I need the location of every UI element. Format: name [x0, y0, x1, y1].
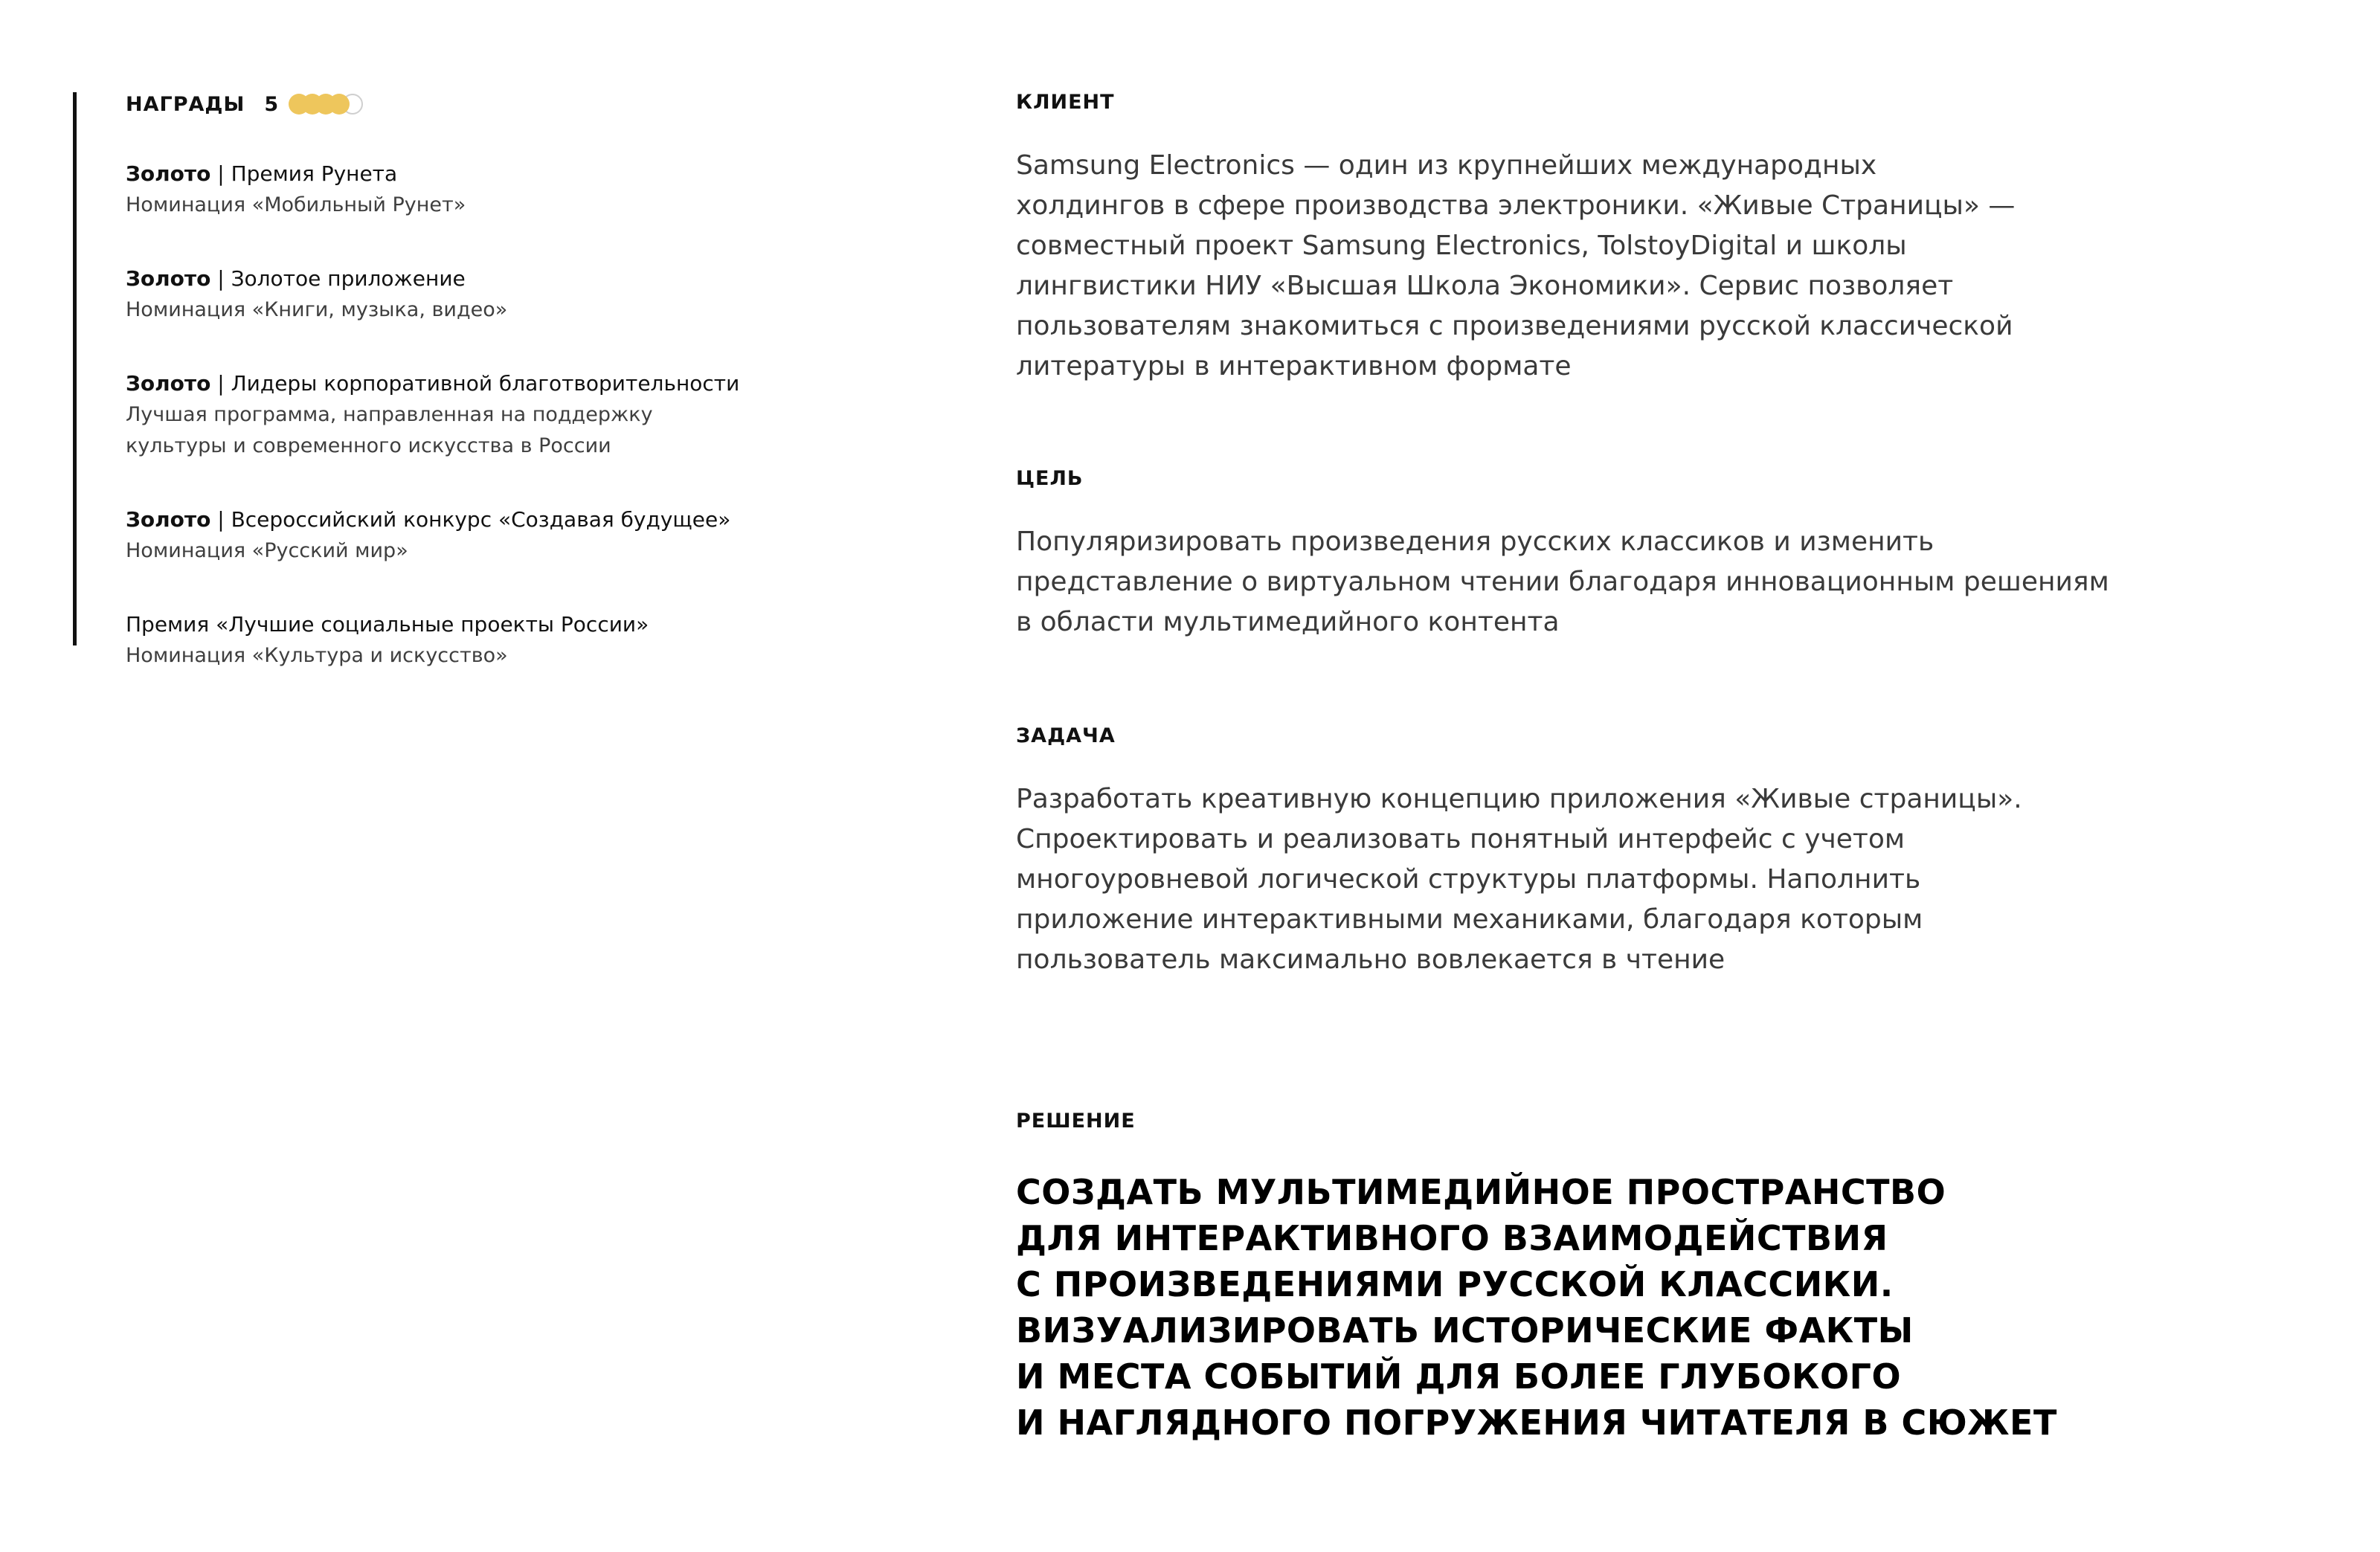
client-text-line: лингвистики НИУ «Высшая Школа Экономики». Сервис позволяет [1016, 271, 1954, 301]
award-item [126, 504, 817, 567]
client-text-line: Samsung Electronics — один из крупнейших международных [1016, 150, 1877, 181]
award-name [126, 263, 817, 294]
award-title: | Всероссийский конкурс «Создавая будущее» [210, 507, 731, 532]
award-description: Номинация «Русский мир» [126, 539, 408, 562]
client-text [1016, 146, 2015, 387]
goal-text-line: в области мультимедийного контента [1016, 607, 1560, 637]
award-description: Номинация «Мобильный Рунет» [126, 193, 466, 216]
award-title: | Золотое приложение [210, 266, 466, 291]
award-description: Номинация «Книги, музыка, видео» [126, 298, 508, 321]
awards-count: 5 [264, 92, 279, 116]
awards-section [73, 92, 817, 667]
solution-text-line: ВИЗУАЛИЗИРОВАТЬ ИСТОРИЧЕСКИЕ ФАКТЫ [1016, 1310, 1914, 1350]
award-level: Золото [126, 371, 211, 396]
award-title: | Премия Рунета [210, 161, 398, 186]
awards-title: НАГРАДЫ [126, 92, 245, 116]
solution-text [1016, 1169, 2057, 1446]
solution-text-line: СОЗДАТЬ МУЛЬТИМЕДИЙНОЕ ПРОСТРАНСТВО [1016, 1172, 1946, 1212]
award-level: Золото [126, 161, 211, 186]
award-title: Премия «Лучшие социальные проекты России» [126, 612, 649, 637]
awards-header [126, 92, 817, 116]
award-description: Номинация «Культура и искусство» [126, 644, 508, 667]
solution-label: РЕШЕНИЕ [1016, 1110, 1136, 1133]
award-level: Золото [126, 266, 211, 291]
award-item [126, 368, 817, 462]
goal-text-line: представление о виртуальном чтении благодаря инновационным решениям [1016, 567, 2109, 597]
task-text-line: многоуровневой логической структуры платформы. Наполнить [1016, 864, 1921, 895]
award-item [126, 609, 817, 672]
award-name [126, 368, 817, 399]
goal-label: ЦЕЛЬ [1016, 467, 1084, 490]
medal-icon [289, 94, 309, 115]
award-description: культуры и современного искусства в России [126, 434, 611, 457]
award-item [126, 263, 817, 326]
task-text-line: Разработать креативную концепцию приложения «Живые страницы». [1016, 784, 2022, 814]
solution-text-line: С ПРОИЗВЕДЕНИЯМИ РУССКОЙ КЛАССИКИ. [1016, 1264, 1894, 1304]
award-name [126, 158, 817, 190]
award-item [126, 158, 817, 221]
solution-text-line: И НАГЛЯДНОГО ПОГРУЖЕНИЯ ЧИТАТЕЛЯ В СЮЖЕТ [1016, 1403, 2057, 1443]
award-name [126, 609, 817, 640]
award-level: Золото [126, 507, 211, 532]
solution-text-line: ДЛЯ ИНТЕРАКТИВНОГО ВЗАИМОДЕЙСТВИЯ [1016, 1218, 1888, 1258]
client-text-line: холдингов в сфере производства электроники. «Живые Страницы» — [1016, 190, 2016, 221]
award-title: | Лидеры корпоративной благотворительности [210, 371, 740, 396]
client-label: КЛИЕНТ [1016, 91, 1115, 114]
client-text-line: литературы в интерактивном формате [1016, 351, 1572, 381]
task-text [1016, 779, 2022, 980]
goal-text-line: Популяризировать произведения русских классиков и изменить [1016, 527, 1934, 557]
goal-text [1016, 522, 2109, 643]
task-label: ЗАДАЧА [1016, 724, 1116, 747]
task-text-line: приложение интерактивными механиками, благодаря которым [1016, 904, 1923, 935]
award-name [126, 504, 817, 535]
task-text-line: Спроектировать и реализовать понятный интерфейс с учетом [1016, 824, 1905, 854]
client-text-line: совместный проект Samsung Electronics, TolstoyDigital и школы [1016, 231, 1907, 261]
solution-text-line: И МЕСТА СОБЫТИЙ ДЛЯ БОЛЕЕ ГЛУБОКОГО [1016, 1356, 1902, 1397]
award-description: Лучшая программа, направленная на поддержку [126, 403, 653, 426]
medal-icons [289, 92, 378, 116]
client-text-line: пользователям знакомиться с произведениями русской классической [1016, 311, 2013, 341]
task-text-line: пользователь максимально вовлекается в чтение [1016, 944, 1726, 975]
